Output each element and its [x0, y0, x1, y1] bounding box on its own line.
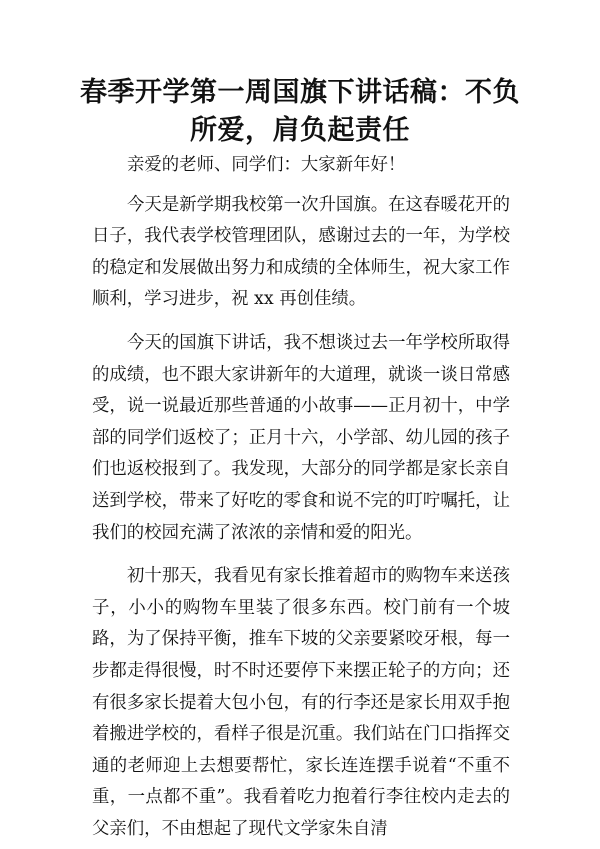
paragraph-greeting: 亲爱的老师、同学们：大家新年好！ [127, 155, 406, 175]
document-body [92, 150, 510, 845]
paragraph-2: 今天的国旗下讲话，我不想谈过去一年学校所取得的成绩，也不跟大家讲新年的大道理，就谈一谈日常感受，说一说最近那些普通的小故事——正月初十，中学部的同学们返校了；正月十六，小学部、幼儿园的孩子们也返校报到了。我发现，大部分的同学都是家长亲自送到学校，带来了好吃的零食和说不完的叮咛嘱托，让我们的校园充满了浓浓的亲情和爱的阳光。 [92, 332, 510, 543]
paragraph-3: 初十那天，我看见有家长推着超市的购物车来送孩子，小小的购物车里装了很多东西。校门前有一个坡路，为了保持平衡，推车下坡的父亲要紧咬牙根，每一步都走得很慢，时不时还要停下来摆正轮子的方向；还有很多家长提着大包小包，有的行李还是家长用双手抱着搬进学校的，看样子很是沉重。我们站在门口指挥交通的老师迎上去想要帮忙，家长连连摆手说着“不重不重，一点都不重”。我看着吃力抱着行李往校内走去的父亲们，不由想起了现代文学家朱自清 [92, 566, 510, 839]
document-title: 春季开学第一周国旗下讲话稿：不负所爱，肩负起责任 [80, 77, 520, 146]
paragraph-1: 今天是新学期我校第一次升国旗。在这春暖花开的日子，我代表学校管理团队，感谢过去的一年，为学校的稳定和发展做出努力和成绩的全体师生，祝大家工作顺利，学习进步，祝 xx 再创佳绩。 [92, 194, 510, 310]
